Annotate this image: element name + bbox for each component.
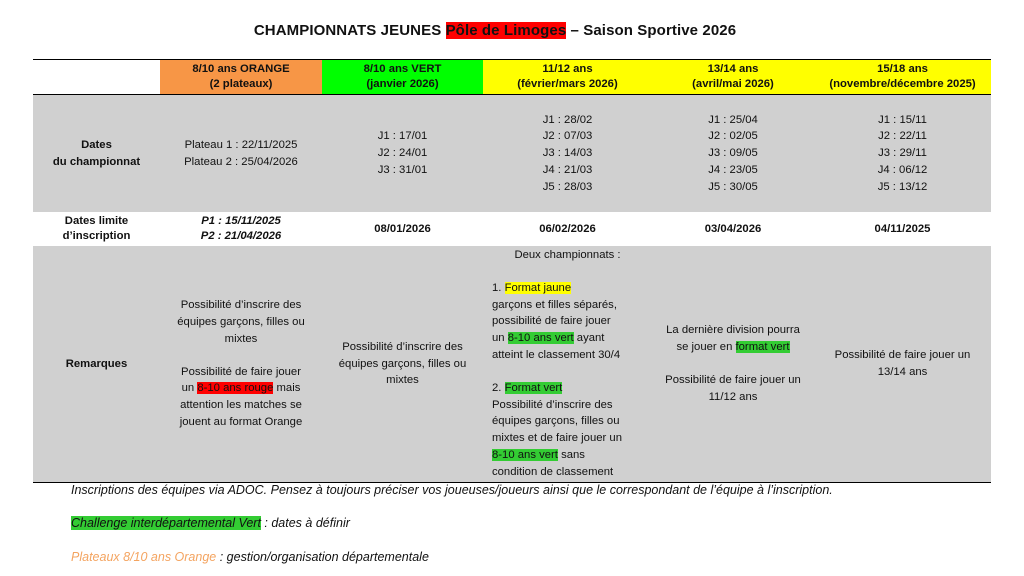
remark-line: Possibilité d’inscrire des (342, 340, 463, 353)
remark-text: un (492, 332, 508, 345)
remark-line (655, 339, 811, 356)
remark-line: mixtes et de faire jouer un (492, 432, 622, 445)
highlight-rouge: 8-10 ans rouge (197, 382, 274, 395)
note-text: : gestion/organisation départementale (216, 550, 429, 564)
date-line: J2 : 22/11 (878, 130, 927, 143)
remark-line (492, 280, 649, 297)
column-header-title: 13/14 ans (707, 63, 759, 75)
column-header-15-18 (814, 60, 991, 95)
note-plateaux (71, 550, 429, 564)
remark-line: Possibilité d’inscrire des (492, 398, 613, 411)
remark-line: jouent au format Orange (179, 415, 303, 428)
remark-text: un (181, 382, 198, 395)
remark-line (492, 380, 649, 397)
column-header-title: 8/10 ans VERT (363, 63, 442, 75)
column-header-subtitle: (avril/mai 2026) (692, 78, 774, 90)
remark-line: 13/14 ans (877, 366, 928, 378)
dates-row (33, 95, 991, 213)
remark-line: Deux championnats : (514, 249, 621, 261)
highlight-vert: 8-10 ans vert (507, 332, 574, 345)
header-corner (33, 60, 160, 95)
column-header-subtitle: (novembre/décembre 2025) (829, 78, 976, 90)
column-header-title: 8/10 ans ORANGE (192, 63, 290, 75)
list-number: 2. (492, 381, 505, 394)
date-line: J3 : 29/11 (878, 147, 927, 160)
remarks-cell-vert (322, 246, 483, 483)
row-label: d’inscription (62, 230, 131, 242)
remark-line: Possibilité de faire jouer un (834, 349, 971, 362)
page-title (0, 22, 990, 39)
row-header-deadline (33, 212, 160, 246)
deadline-cell-orange (160, 212, 322, 246)
remarks-cell-15-18 (814, 246, 991, 483)
remark-line: Possibilité de faire jouer (181, 365, 301, 378)
list-number: 1. (492, 281, 505, 294)
remark-line: La dernière division pourra (666, 324, 800, 337)
column-header-subtitle: (2 plateaux) (209, 78, 273, 90)
column-header-orange (160, 60, 322, 95)
date-line: Plateau 1 : 22/11/2025 (184, 138, 298, 151)
deadline-line: P2 : 21/04/2026 (200, 230, 282, 242)
title-prefix: CHAMPIONNATS JEUNES (253, 22, 446, 39)
date-line: J2 : 07/03 (542, 130, 593, 143)
title-suffix: – Saison Sportive 2026 (566, 22, 737, 39)
date-line: Plateau 2 : 25/04/2026 (184, 155, 298, 168)
date-line: J1 : 15/11 (878, 113, 927, 126)
date-line: J2 : 02/05 (708, 130, 758, 143)
date-line: J2 : 24/01 (377, 147, 428, 160)
remark-text: ayant (573, 332, 605, 345)
remark-line (492, 447, 649, 464)
deadline-cell-11-12: 06/02/2026 (483, 212, 652, 246)
deadline-line: P1 : 15/11/2025 (201, 215, 281, 227)
date-line: J3 : 31/01 (377, 163, 428, 176)
date-line: J1 : 25/04 (708, 113, 758, 126)
row-label: Dates (81, 138, 112, 151)
remarks-cell-orange (160, 246, 322, 483)
row-label: Dates limite (64, 215, 129, 227)
remarks-cell-11-12 (483, 246, 652, 483)
remark-line: Possibilité de faire jouer un (665, 374, 801, 386)
remarks-cell-13-14 (652, 246, 814, 483)
column-header-11-12 (483, 60, 652, 95)
column-header-title: 11/12 ans (542, 63, 593, 75)
header-row (33, 60, 991, 95)
remark-line: équipes garçons, filles ou (492, 415, 620, 428)
highlight-vert: 8-10 ans vert (492, 448, 558, 461)
remark-line (492, 330, 649, 347)
deadline-cell-vert: 08/01/2026 (322, 212, 483, 246)
note-registration: Inscriptions des équipes via ADOC. Pensez à toujours préciser vos joueuses/joueurs ainsi que le correspondant de l’équipe à l’inscription. (71, 483, 833, 497)
remark-text: se jouer en (676, 341, 736, 354)
column-header-subtitle: (février/mars 2026) (517, 78, 618, 90)
remark-line: mixtes (386, 374, 419, 387)
championship-table (33, 59, 991, 483)
highlight-format-jaune: Format jaune (504, 281, 572, 294)
format-list (486, 280, 649, 481)
note-challenge (71, 516, 350, 530)
highlight-format-vert: format vert (735, 341, 790, 354)
date-line: J4 : 06/12 (877, 163, 928, 176)
remarks-row (33, 246, 991, 483)
date-line: J1 : 17/01 (377, 130, 428, 143)
dates-cell-11-12 (483, 95, 652, 213)
dates-cell-15-18 (814, 95, 991, 213)
column-header-vert (322, 60, 483, 95)
remark-line: 11/12 ans (708, 390, 758, 403)
remark-line: atteint le classement 30/4 (492, 348, 621, 361)
remark-line: garçons et filles séparés, (492, 298, 617, 311)
row-header-dates (33, 95, 160, 213)
date-line: J5 : 13/12 (877, 180, 928, 193)
deadline-cell-15-18: 04/11/2025 (814, 212, 991, 246)
dates-cell-13-14 (652, 95, 814, 213)
orange-text: Plateaux 8/10 ans Orange (71, 550, 217, 564)
remark-line (163, 380, 319, 397)
date-line: J3 : 09/05 (708, 147, 758, 160)
remark-line: possibilité de faire jouer (492, 315, 611, 328)
date-line: J4 : 23/05 (708, 163, 758, 176)
title-highlight: Pôle de Limoges (445, 22, 567, 39)
row-label: du championnat (52, 155, 141, 168)
remark-line: Possibilité d’inscrire des (180, 299, 302, 312)
date-line: J4 : 21/03 (542, 163, 593, 176)
deadline-cell-13-14: 03/04/2026 (652, 212, 814, 246)
column-header-title: 15/18 ans (877, 63, 928, 75)
column-header-subtitle: (janvier 2026) (366, 78, 439, 90)
remark-line: équipes garçons, filles ou (177, 316, 305, 328)
note-text: : dates à définir (260, 516, 350, 530)
remark-line: attention les matches se (180, 399, 302, 412)
highlight-challenge-vert: Challenge interdépartemental Vert (71, 516, 261, 530)
deadline-row (33, 212, 991, 246)
date-line: J3 : 14/03 (542, 147, 593, 160)
column-header-13-14 (652, 60, 814, 95)
remark-line: mixtes (224, 332, 258, 345)
highlight-format-vert: Format vert (504, 381, 563, 394)
remark-text: sans (557, 448, 585, 461)
remark-line: condition de classement (492, 465, 614, 478)
row-header-remarks: Remarques (33, 246, 160, 483)
remark-text: mais (273, 382, 301, 395)
date-line: J5 : 30/05 (708, 180, 758, 193)
remark-line: équipes garçons, filles ou (338, 357, 467, 370)
dates-cell-orange (160, 95, 322, 213)
date-line: J5 : 28/03 (542, 180, 593, 193)
dates-cell-vert (322, 95, 483, 213)
date-line: J1 : 28/02 (542, 113, 593, 126)
